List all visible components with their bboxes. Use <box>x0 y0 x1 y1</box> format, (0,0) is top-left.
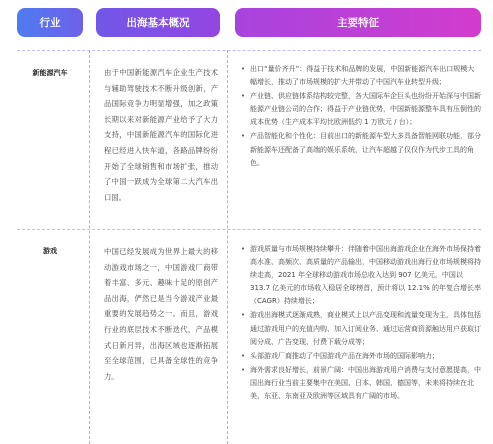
features-list-ev <box>241 63 481 171</box>
feature-text: 产业链、供应链体系结构较完整，各大国际车企巨头也纷纷开始深与中国新能源产业链公司的合作；得益于产业链优势，中国新能源整车具有压倒性的成本优势（生产成本平均比欧洲低约 1 万欧元 / 台）； <box>250 92 481 127</box>
bullet-icon: • <box>241 351 246 360</box>
bullet-icon: • <box>241 311 246 320</box>
column-divider <box>89 50 90 444</box>
overview-games: 中国已经发展成为世界上最大的移动游戏市场之一，中国游戏厂商带着丰富、多元、趣味十足的原创产品出海，俨然已是当今游戏产业最重要的发展趋势之一。而且，游戏行业的底层技术不断迭代，产品模式日新月异，出海区域也逐渐拓展至全球范围，已具备全球性的竞争力。 <box>104 247 218 381</box>
bullet-icon: • <box>241 245 246 253</box>
feature-item <box>241 243 481 308</box>
header-features: 主要特征 <box>235 8 481 37</box>
column-divider <box>227 50 228 444</box>
feature-item <box>241 90 481 129</box>
feature-text: 产品智能化和个性化：目前出口的新能源车型大多具备智能网联功能，部分新能源车还配备了高端的娱乐系统，让汽车超越了仅仅作为代步工具的角色。 <box>250 132 481 167</box>
feature-text: 出口“量价齐升”：得益于技术和品牌的发展，中国新能源汽车出口规模大幅增长，推动了市场规模的扩大并带动了中国汽车业转型升级； <box>250 65 475 87</box>
feature-text: 游戏出海模式逐渐成熟，商业模式上以产品变现和流量变现为主，具体包括通过游戏用户的充值内购、加入订阅业务、通过运营商资源触达用户获取订阅分成、广告变现、付费下载分成等； <box>250 311 481 346</box>
bullet-icon: • <box>241 65 246 73</box>
bullet-icon: • <box>241 365 246 374</box>
bullet-icon: • <box>241 92 246 101</box>
header-industry: 行业 <box>17 8 83 37</box>
row-label-games: 游戏 <box>43 247 57 255</box>
row-divider <box>17 50 481 51</box>
feature-item <box>241 364 481 403</box>
feature-item <box>241 309 481 348</box>
feature-item <box>241 350 481 363</box>
bullet-icon: • <box>241 132 246 141</box>
row-label-ev: 新能源汽车 <box>32 69 68 77</box>
feature-item <box>241 63 481 89</box>
row-divider <box>17 229 481 230</box>
overview-ev: 由于中国新能源汽车企业生产技术与辅助驾驶技术不断升级创新，产品国际竞争力明显增强，加之政策长期以来对新能源产业给予了大力支持，中国新能源汽车的国际化进程已经进入快车道，各路品牌纷纷开始了全球销售和市场扩张，推动了中国一跃成为全球第二大汽车出口国。 <box>104 68 218 202</box>
header-overview: 出海基本概况 <box>96 8 220 37</box>
feature-text: 海外需求良好增长，前景广阔：中国出海游戏用户消费与支付意愿提高，中国出海行业当前主要集中在美国、日本、韩国、德国等，未来将持续在北美、东亚、东南亚及欧洲等区域具有广阔的市场。 <box>250 365 481 401</box>
feature-item <box>241 130 481 169</box>
features-list-games <box>241 243 481 404</box>
feature-text: 游戏质量与市场规模持续攀升：伴随着中国出海游戏企业在海外市场保持着高水准、高频次、高质量的产品输出，中国移动游戏出海行业市场规模将持续走高，2021 年全球移动游戏市场总收入达到 907 亿美元，中国以 313.7 亿美元的市场收入稳居全球榜首，预计将以 12.1% 的年复合增长率（CAGR）持续增长； <box>250 245 481 306</box>
feature-text: 头部游戏厂商推动了中国游戏产品在海外市场的国际影响力； <box>250 351 439 360</box>
